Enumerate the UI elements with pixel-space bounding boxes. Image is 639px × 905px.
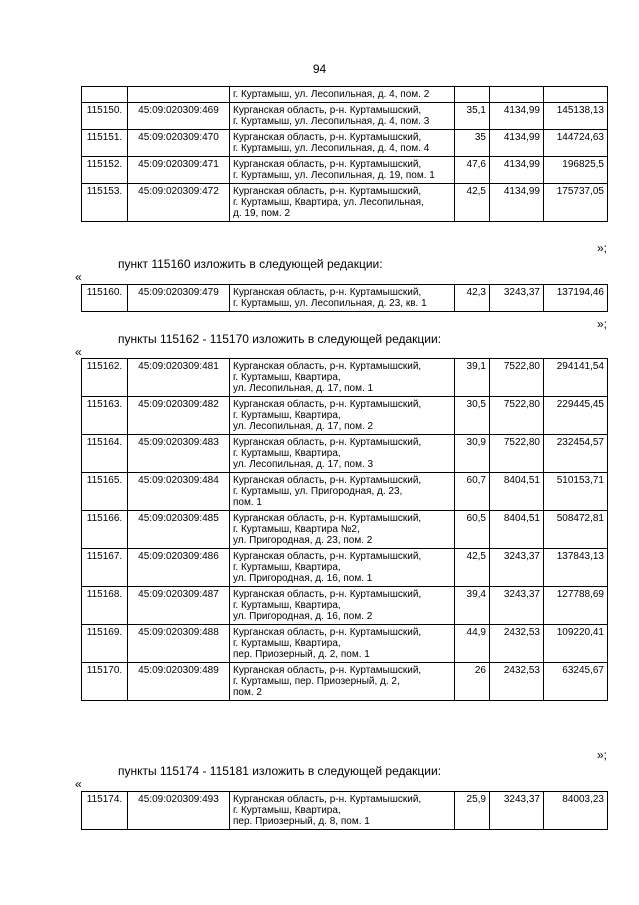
item-number-cell: 115174. bbox=[82, 792, 128, 830]
cadastral-number-cell: 45:09:020309:472 bbox=[128, 184, 230, 222]
cadastral-cost-cell: 294141,54 bbox=[544, 359, 608, 397]
address-line: Курганская область, р-н. Куртамышский, bbox=[233, 513, 422, 524]
area-cell: 30,9 bbox=[455, 435, 490, 473]
cadastral-cost-cell: 109220,41 bbox=[544, 625, 608, 663]
cadastral-cost-cell: 137194,46 bbox=[544, 285, 608, 312]
address-line: Курганская область, р-н. Куртамышский, bbox=[233, 665, 422, 676]
item-number-cell: 115163. bbox=[82, 397, 128, 435]
cadastral-cost-cell: 144724,63 bbox=[544, 130, 608, 157]
area-cell: 39,4 bbox=[455, 587, 490, 625]
address-cell bbox=[230, 792, 455, 830]
specific-cost-cell: 3243,37 bbox=[490, 587, 544, 625]
table-row bbox=[82, 587, 608, 625]
area-cell bbox=[455, 87, 490, 103]
item-number-cell: 115151. bbox=[82, 130, 128, 157]
specific-cost-cell: 4134,99 bbox=[490, 157, 544, 184]
address-line: Курганская область, р-н. Куртамышский, bbox=[233, 159, 422, 170]
address-line: г. Куртамыш, Квартира, bbox=[233, 448, 341, 459]
area-cell: 35,1 bbox=[455, 103, 490, 130]
address-line: ул. Лесопильная, д. 17, пом. 1 bbox=[233, 383, 374, 394]
table-row bbox=[82, 359, 608, 397]
table-row bbox=[82, 130, 608, 157]
area-cell: 60,5 bbox=[455, 511, 490, 549]
address-line: г. Куртамыш, Квартира, bbox=[233, 638, 341, 649]
address-line: г. Куртамыш, ул. Лесопильная, д. 23, кв. 1 bbox=[233, 298, 427, 309]
table-row bbox=[82, 549, 608, 587]
area-cell: 42,3 bbox=[455, 285, 490, 312]
area-cell: 44,9 bbox=[455, 625, 490, 663]
specific-cost-cell: 8404,51 bbox=[490, 473, 544, 511]
address-line: д. 19, пом. 2 bbox=[233, 208, 291, 219]
item-number-cell: 115164. bbox=[82, 435, 128, 473]
address-line: ул. Пригородная, д. 16, пом. 1 bbox=[233, 573, 373, 584]
specific-cost-cell: 7522,80 bbox=[490, 359, 544, 397]
address-line: Курганская область, р-н. Куртамышский, bbox=[233, 287, 422, 298]
cadastral-cost-cell: 229445,45 bbox=[544, 397, 608, 435]
specific-cost-cell bbox=[490, 87, 544, 103]
address-line: Курганская область, р-н. Куртамышский, bbox=[233, 475, 422, 486]
address-line: г. Куртамыш, Квартира, bbox=[233, 600, 341, 611]
table-row bbox=[82, 663, 608, 701]
table-row bbox=[82, 435, 608, 473]
address-line: ул. Лесопильная, д. 17, пом. 2 bbox=[233, 421, 374, 432]
address-line: ул. Пригородная, д. 23, пом. 2 bbox=[233, 535, 373, 546]
cadastral-cost-cell: 232454,57 bbox=[544, 435, 608, 473]
cadastral-cost-cell: 127788,69 bbox=[544, 587, 608, 625]
cadastral-cost-cell: 508472,81 bbox=[544, 511, 608, 549]
cadastral-number-cell: 45:09:020309:469 bbox=[128, 103, 230, 130]
property-table-2 bbox=[81, 284, 608, 312]
cadastral-number-cell: 45:09:020309:481 bbox=[128, 359, 230, 397]
address-cell bbox=[230, 285, 455, 312]
address-cell bbox=[230, 130, 455, 157]
cadastral-number-cell: 45:09:020309:482 bbox=[128, 397, 230, 435]
address-line: ул. Пригородная, д. 16, пом. 2 bbox=[233, 611, 373, 622]
address-cell bbox=[230, 397, 455, 435]
address-cell bbox=[230, 157, 455, 184]
specific-cost-cell: 7522,80 bbox=[490, 397, 544, 435]
table-row bbox=[82, 87, 608, 103]
address-line: пом. 2 bbox=[233, 687, 262, 698]
opening-quote: « bbox=[75, 777, 82, 791]
cadastral-number-cell: 45:09:020309:471 bbox=[128, 157, 230, 184]
cadastral-number-cell: 45:09:020309:489 bbox=[128, 663, 230, 701]
cadastral-cost-cell: 175737,05 bbox=[544, 184, 608, 222]
page-number: 94 bbox=[312, 62, 327, 76]
address-line: г. Куртамыш, Квартира №2, bbox=[233, 524, 360, 535]
address-line: г. Куртамыш, Квартира, bbox=[233, 805, 341, 816]
specific-cost-cell: 4134,99 bbox=[490, 130, 544, 157]
area-cell: 42,5 bbox=[455, 549, 490, 587]
cadastral-cost-cell: 84003,23 bbox=[544, 792, 608, 830]
address-line: г. Куртамыш, Квартира, bbox=[233, 410, 341, 421]
address-line: Курганская область, р-н. Куртамышский, bbox=[233, 361, 422, 372]
address-line: г. Куртамыш, Квартира, bbox=[233, 372, 341, 383]
specific-cost-cell: 3243,37 bbox=[490, 549, 544, 587]
specific-cost-cell: 3243,37 bbox=[490, 792, 544, 830]
cadastral-number-cell: 45:09:020309:488 bbox=[128, 625, 230, 663]
item-number-cell: 115167. bbox=[82, 549, 128, 587]
address-line: г. Куртамыш, ул. Пригородная, д. 23, bbox=[233, 486, 403, 497]
area-cell: 42,5 bbox=[455, 184, 490, 222]
address-cell bbox=[230, 184, 455, 222]
property-table-3 bbox=[81, 358, 608, 701]
area-cell: 25,9 bbox=[455, 792, 490, 830]
cadastral-cost-cell: 63245,67 bbox=[544, 663, 608, 701]
item-number-cell: 115165. bbox=[82, 473, 128, 511]
address-line: г. Куртамыш, ул. Лесопильная, д. 4, пом. 3 bbox=[233, 116, 430, 127]
closing-quote: »; bbox=[596, 241, 607, 255]
cadastral-cost-cell: 196825,5 bbox=[544, 157, 608, 184]
specific-cost-cell: 7522,80 bbox=[490, 435, 544, 473]
table-row bbox=[82, 511, 608, 549]
address-cell bbox=[230, 549, 455, 587]
closing-quote: »; bbox=[596, 748, 607, 762]
table-row bbox=[82, 397, 608, 435]
area-cell: 30,5 bbox=[455, 397, 490, 435]
address-line: пер. Приозерный, д. 2, пом. 1 bbox=[233, 649, 370, 660]
opening-quote: « bbox=[75, 270, 82, 284]
cadastral-cost-cell: 510153,71 bbox=[544, 473, 608, 511]
closing-quote: »; bbox=[596, 317, 607, 331]
item-number-cell: 115160. bbox=[82, 285, 128, 312]
item-number-cell: 115152. bbox=[82, 157, 128, 184]
address-line: Курганская область, р-н. Куртамышский, bbox=[233, 437, 422, 448]
item-number-cell: 115153. bbox=[82, 184, 128, 222]
cadastral-number-cell: 45:09:020309:483 bbox=[128, 435, 230, 473]
table-row bbox=[82, 103, 608, 130]
specific-cost-cell: 2432,53 bbox=[490, 625, 544, 663]
item-number-cell: 115170. bbox=[82, 663, 128, 701]
address-line: пом. 1 bbox=[233, 497, 262, 508]
table-row bbox=[82, 184, 608, 222]
address-line: г. Куртамыш, пер. Приозерный, д. 2, bbox=[233, 676, 400, 687]
table-row bbox=[82, 473, 608, 511]
property-table-1 bbox=[81, 86, 608, 222]
cadastral-cost-cell: 145138,13 bbox=[544, 103, 608, 130]
instruction-text: пункты 115174 - 115181 изложить в следующей редакции: bbox=[118, 764, 442, 778]
cadastral-cost-cell: 137843,13 bbox=[544, 549, 608, 587]
item-number-cell: 115169. bbox=[82, 625, 128, 663]
cadastral-cost-cell bbox=[544, 87, 608, 103]
address-line: Курганская область, р-н. Куртамышский, bbox=[233, 132, 422, 143]
address-line: Курганская область, р-н. Куртамышский, bbox=[233, 399, 422, 410]
address-cell bbox=[230, 87, 455, 103]
address-line: Курганская область, р-н. Куртамышский, bbox=[233, 794, 422, 805]
cadastral-number-cell bbox=[128, 87, 230, 103]
address-line: г. Куртамыш, Квартира, ул. Лесопильная, bbox=[233, 197, 424, 208]
address-cell bbox=[230, 625, 455, 663]
opening-quote: « bbox=[75, 345, 82, 359]
address-line: пер. Приозерный, д. 8, пом. 1 bbox=[233, 816, 370, 827]
address-line: ул. Лесопильная, д. 17, пом. 3 bbox=[233, 459, 374, 470]
specific-cost-cell: 2432,53 bbox=[490, 663, 544, 701]
address-line: Курганская область, р-н. Куртамышский, bbox=[233, 105, 422, 116]
address-line: Курганская область, р-н. Куртамышский, bbox=[233, 186, 422, 197]
address-line: Курганская область, р-н. Куртамышский, bbox=[233, 589, 422, 600]
specific-cost-cell: 8404,51 bbox=[490, 511, 544, 549]
property-table-4 bbox=[81, 791, 608, 830]
cadastral-number-cell: 45:09:020309:487 bbox=[128, 587, 230, 625]
address-line: г. Куртамыш, ул. Лесопильная, д. 4, пом. 2 bbox=[233, 89, 430, 100]
area-cell: 47,6 bbox=[455, 157, 490, 184]
area-cell: 60,7 bbox=[455, 473, 490, 511]
address-cell bbox=[230, 663, 455, 701]
address-cell bbox=[230, 103, 455, 130]
cadastral-number-cell: 45:09:020309:470 bbox=[128, 130, 230, 157]
address-line: г. Куртамыш, Квартира, bbox=[233, 562, 341, 573]
cadastral-number-cell: 45:09:020309:493 bbox=[128, 792, 230, 830]
cadastral-number-cell: 45:09:020309:479 bbox=[128, 285, 230, 312]
instruction-text: пункт 115160 изложить в следующей редакции: bbox=[118, 257, 383, 271]
table-row bbox=[82, 157, 608, 184]
item-number-cell: 115166. bbox=[82, 511, 128, 549]
specific-cost-cell: 4134,99 bbox=[490, 184, 544, 222]
cadastral-number-cell: 45:09:020309:484 bbox=[128, 473, 230, 511]
specific-cost-cell: 3243,37 bbox=[490, 285, 544, 312]
cadastral-number-cell: 45:09:020309:485 bbox=[128, 511, 230, 549]
address-cell bbox=[230, 435, 455, 473]
area-cell: 35 bbox=[455, 130, 490, 157]
instruction-text: пункты 115162 - 115170 изложить в следующей редакции: bbox=[118, 332, 442, 346]
table-row bbox=[82, 792, 608, 830]
address-line: г. Куртамыш, ул. Лесопильная, д. 19, пом. 1 bbox=[233, 170, 435, 181]
address-line: Курганская область, р-н. Куртамышский, bbox=[233, 551, 422, 562]
item-number-cell: 115168. bbox=[82, 587, 128, 625]
address-cell bbox=[230, 473, 455, 511]
address-cell bbox=[230, 587, 455, 625]
area-cell: 26 bbox=[455, 663, 490, 701]
area-cell: 39,1 bbox=[455, 359, 490, 397]
table-row bbox=[82, 285, 608, 312]
specific-cost-cell: 4134,99 bbox=[490, 103, 544, 130]
item-number-cell: 115162. bbox=[82, 359, 128, 397]
table-row bbox=[82, 625, 608, 663]
item-number-cell: 115150. bbox=[82, 103, 128, 130]
item-number-cell bbox=[82, 87, 128, 103]
address-line: Курганская область, р-н. Куртамышский, bbox=[233, 627, 422, 638]
address-cell bbox=[230, 511, 455, 549]
address-cell bbox=[230, 359, 455, 397]
cadastral-number-cell: 45:09:020309:486 bbox=[128, 549, 230, 587]
address-line: г. Куртамыш, ул. Лесопильная, д. 4, пом. 4 bbox=[233, 143, 430, 154]
